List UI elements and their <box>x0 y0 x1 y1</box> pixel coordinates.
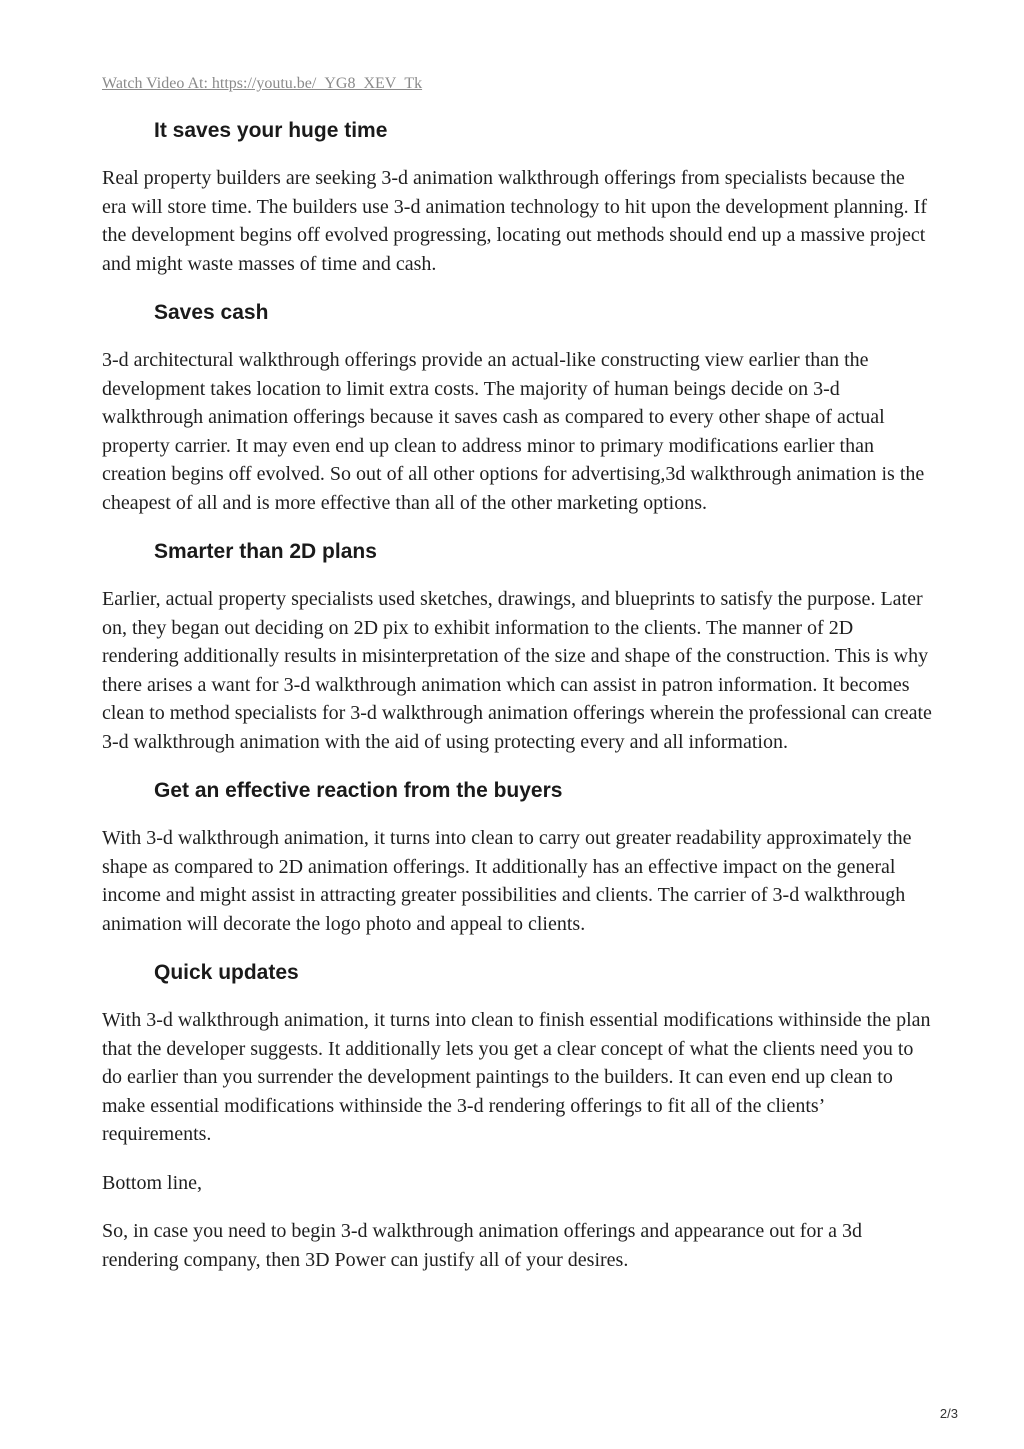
section-heading-saves-cash: Saves cash <box>154 301 269 324</box>
page-content <box>102 72 932 1274</box>
section-heading-effective-reaction: Get an effective reaction from the buyers <box>154 779 563 802</box>
page-number: 2/3 <box>939 1406 958 1421</box>
section-body-saves-cash: 3-d architectural walkthrough offerings provide an actual-like constructing view earlier than the development takes location to limit extra costs. The majority of human beings decide on 3-d walkthrough animation offerings because it saves cash as compared to every other shape of actual property carrier. It may even end up clean to address minor to primary modifications earlier than creation begins off evolved. So out of all other options for advertising,3d walkthrough animation is the cheapest of all and is more effective than all of the other marketing options. <box>102 349 925 514</box>
section-body-quick-updates: With 3-d walkthrough animation, it turns into clean to finish essential modifications withinside the plan that the developer suggests. It additionally lets you get a clear concept of what the clients need you to do earlier than you surrender the development paintings to the builders. It can even end up clean to make essential modifications withinside the 3-d rendering offerings to fit all of the clients’ requirements. <box>102 1009 931 1145</box>
section-heading-smarter-than-2d: Smarter than 2D plans <box>154 540 377 563</box>
section-body-effective-reaction: With 3-d walkthrough animation, it turns into clean to carry out greater readability approximately the shape as compared to 2D animation offerings. It additionally has an effective impact on the general income and might assist in attracting greater possibilities and clients. The carrier of 3-d walkthrough animation will decorate the logo photo and appeal to clients. <box>102 827 912 935</box>
section-heading-saves-time: It saves your huge time <box>154 119 388 142</box>
video-link[interactable]: Watch Video At: https://youtu.be/_YG8_XEV_Tk <box>102 75 423 92</box>
closing-paragraph: So, in case you need to begin 3-d walkthrough animation offerings and appearance out for a 3d rendering company, then 3D Power can justify all of your desires. <box>102 1220 862 1271</box>
section-heading-quick-updates: Quick updates <box>154 961 299 984</box>
section-body-saves-time: Real property builders are seeking 3-d animation walkthrough offerings from specialists because the era will store time. The builders use 3-d animation technology to hit upon the development planning. If the development begins off evolved progressing, locating out methods should end up a massive project and might waste masses of time and cash. <box>102 167 927 275</box>
bottom-line-label: Bottom line, <box>102 1171 202 1194</box>
section-body-smarter-than-2d: Earlier, actual property specialists used sketches, drawings, and blueprints to satisfy the purpose. Later on, they began out deciding on 2D pix to exhibit information to the clients. The manner of 2D rendering additionally results in misinterpretation of the size and shape of the construction. This is why there arises a want for 3-d walkthrough animation which can assist in patron information. It becomes clean to method specialists for 3-d walkthrough animation offerings wherein the professional can create 3-d walkthrough animation with the aid of using protecting every and all information. <box>102 588 932 753</box>
